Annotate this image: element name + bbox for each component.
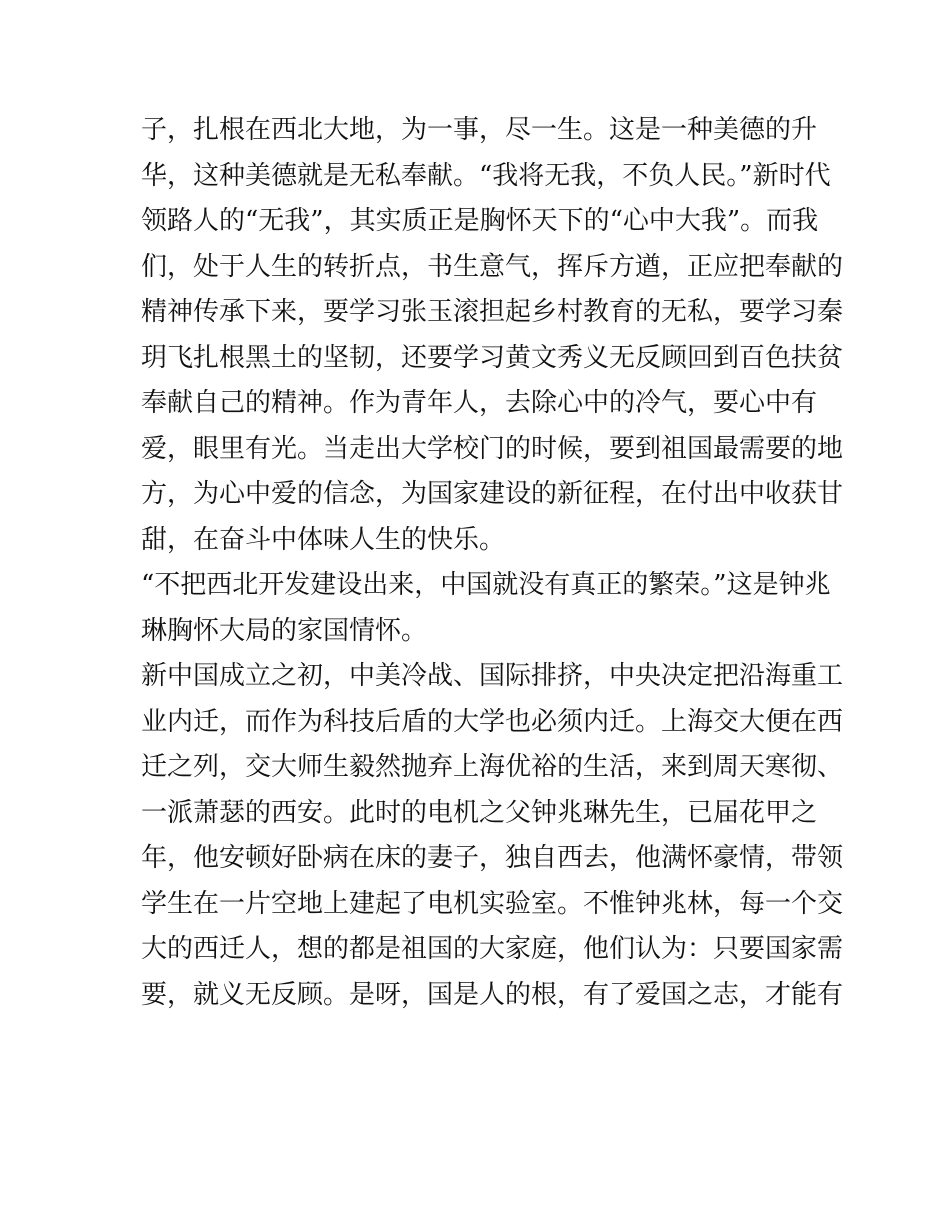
- text-line: 新中国成立之初，中美冷战、国际排挤，中央决定把沿海重工: [141, 661, 844, 691]
- body-text: [141, 108, 844, 1018]
- text-line: 华，这种美德就是无私奉献。“我将无我，不负人民。”新时代: [141, 160, 831, 191]
- text-line: 们，处于人生的转折点，书生意气，挥斥方遒，正应把奉献的: [141, 251, 844, 282]
- text-line: 甜，在奋斗中体味人生的快乐。: [141, 524, 506, 555]
- text-line: 子，扎根在西北大地，为一事，尽一生。这是一种美德的升: [141, 115, 818, 145]
- text-line: 要，就义无反顾。是呀，国是人的根，有了爱国之志，才能有: [141, 979, 844, 1010]
- text-line: “不把西北开发建设出来，中国就没有真正的繁荣。”这是钟兆: [141, 570, 831, 600]
- text-line: 琳胸怀大局的家国情怀。: [141, 615, 428, 646]
- text-line: 业内迁，而作为科技后盾的大学也必须内迁。上海交大便在西: [141, 706, 844, 737]
- text-line: 爱，眼里有光。当走出大学校门的时候，要到祖国最需要的地: [141, 433, 844, 464]
- text-line: 领路人的“无我”，其实质正是胸怀天下的“心中大我”。而我: [141, 206, 819, 236]
- text-line: 年，他安顿好卧病在床的妻子，独自西去，他满怀豪情，带领: [141, 843, 844, 873]
- text-line: 精神传承下来，要学习张玉滚担起乡村教育的无私，要学习秦: [141, 297, 844, 327]
- text-line: 迁之列，交大师生毅然抛弃上海优裕的生活，来到周天寒彻、: [141, 752, 844, 782]
- text-line: 一派萧瑟的西安。此时的电机之父钟兆琳先生，已届花甲之: [141, 797, 818, 828]
- text-line: 玥飞扎根黑土的坚韧，还要学习黄文秀义无反顾回到百色扶贫: [141, 342, 844, 373]
- text-line: 大的西迁人，想的都是祖国的大家庭，他们认为：只要国家需: [141, 934, 844, 964]
- text-line: 方，为心中爱的信念，为国家建设的新征程，在付出中收获甘: [141, 479, 844, 509]
- text-line: 学生在一片空地上建起了电机实验室。不惟钟兆林，每一个交: [141, 888, 844, 919]
- text-line: 奉献自己的精神。作为青年人，去除心中的冷气，要心中有: [141, 388, 818, 418]
